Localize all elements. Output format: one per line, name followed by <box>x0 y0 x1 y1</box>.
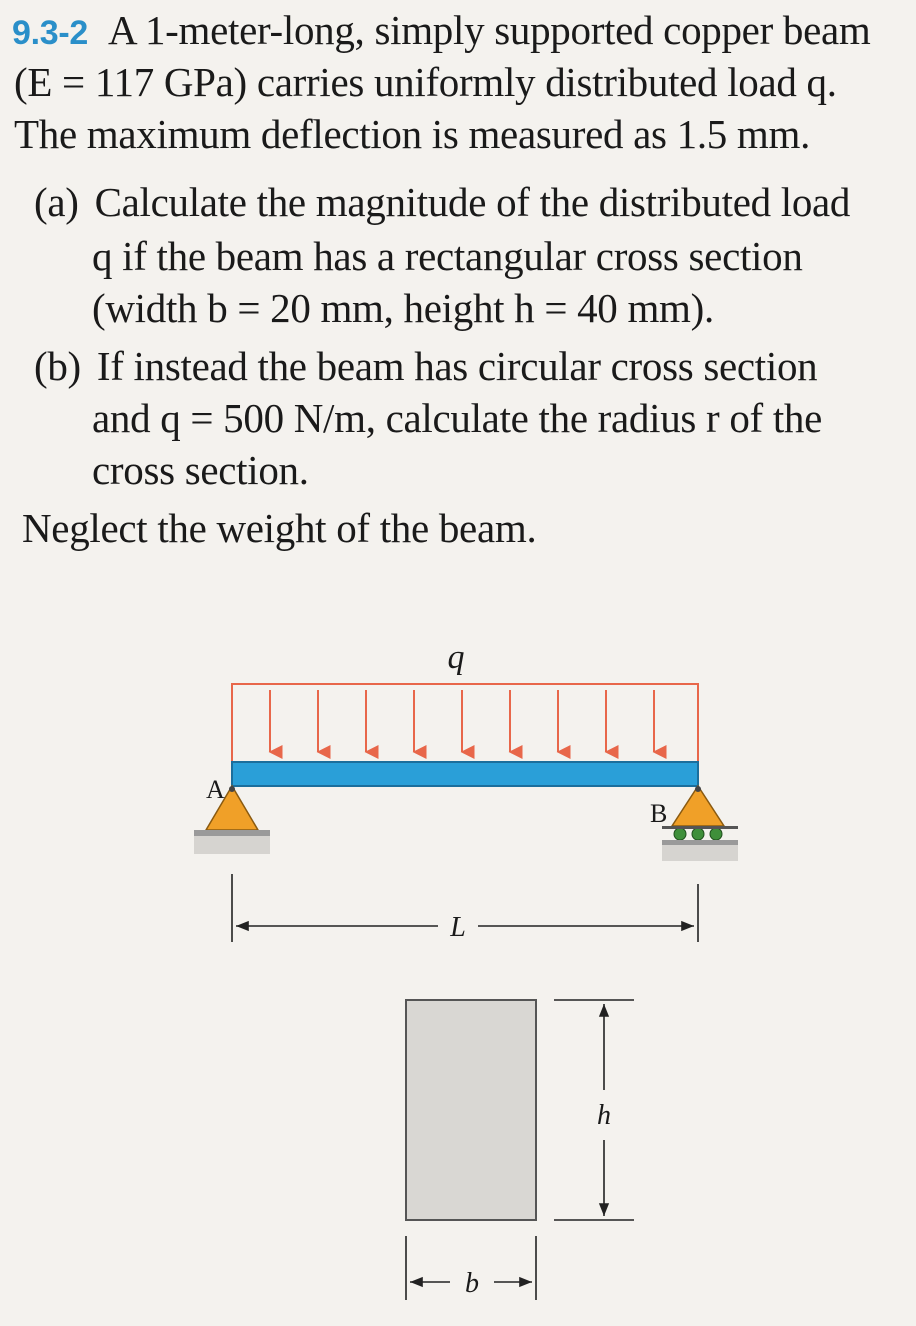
intro-text-1: A 1-meter-long, simply supported copper beam <box>107 7 871 53</box>
part-b-text-1: If instead the beam has circular cross section <box>96 343 818 389</box>
problem-intro-line-3: The maximum deflection is measured as 1.5 mm. <box>14 111 811 157</box>
roller-1 <box>674 828 686 840</box>
load-label: q <box>447 639 465 676</box>
part-b-line-3: cross section. <box>92 447 309 493</box>
height-dimension <box>554 1000 634 1220</box>
height-label: h <box>597 1100 611 1131</box>
support-b-label: B <box>650 799 668 828</box>
part-a-line-2: q if the beam has a rectangular cross section <box>92 233 803 279</box>
cross-section <box>406 1000 536 1220</box>
roller-2 <box>692 828 704 840</box>
load-outline <box>232 684 698 762</box>
part-b-line-2: and q = 500 N/m, calculate the radius r of the <box>92 395 823 441</box>
closing-note: Neglect the weight of the beam. <box>22 505 537 551</box>
span-label: L <box>450 912 466 943</box>
distributed-load <box>232 684 698 762</box>
support-b <box>662 786 738 861</box>
support-a-label: A <box>206 775 225 804</box>
problem-number: 9.3-2 <box>12 14 88 52</box>
width-label: b <box>465 1268 479 1299</box>
roller-3 <box>710 828 722 840</box>
problem-intro-line-2: (E = 117 GPa) carries uniformly distributed load q. <box>14 59 837 105</box>
part-a-label: (a) <box>34 179 79 225</box>
part-a-line-3: (width b = 20 mm, height h = 40 mm). <box>92 285 714 331</box>
part-a-text-1: Calculate the magnitude of the distributed load <box>94 179 851 225</box>
beam <box>232 762 698 786</box>
part-b-label: (b) <box>34 343 81 389</box>
